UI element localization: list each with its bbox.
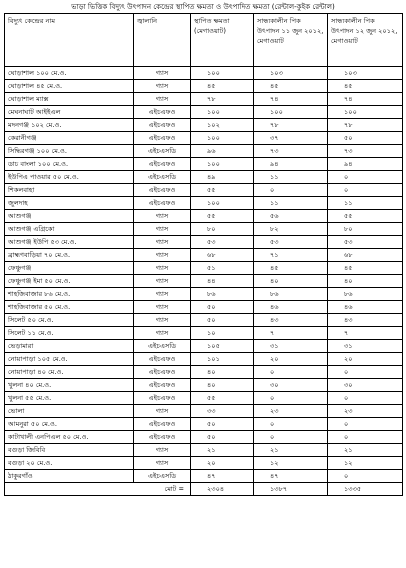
peak-11-cell: ০ xyxy=(254,184,328,197)
fuel-cell: এইচএফও xyxy=(134,106,191,119)
installed-cell: ৫০ xyxy=(191,314,254,327)
peak-11-cell: ৮২ xyxy=(254,223,328,236)
installed-cell: ৮৬ xyxy=(191,288,254,301)
peak-11-cell: ১০৩ xyxy=(254,67,328,80)
peak-12-cell: ৫৫ xyxy=(328,210,403,223)
fuel-cell: এইচএসডি xyxy=(134,145,191,158)
installed-cell: ১০০ xyxy=(191,158,254,171)
peak-12-cell: ৫৩ xyxy=(328,236,403,249)
plant-name-cell: ফেঞ্চুগঞ্জ xyxy=(5,262,134,275)
peak-11-cell: ৪৬ xyxy=(254,301,328,314)
header-installed-capacity: স্থাপিত ক্ষমতা (মেগাওয়াট) xyxy=(191,14,254,67)
peak-12-cell: ০ xyxy=(328,418,403,431)
fuel-cell: গ্যাস xyxy=(134,210,191,223)
fuel-cell: এইচএফও xyxy=(134,353,191,366)
fuel-cell: এইচএফও xyxy=(134,119,191,132)
installed-cell: ৯৬ xyxy=(191,145,254,158)
installed-cell: ৬৮ xyxy=(191,249,254,262)
fuel-cell: এইচএফও xyxy=(134,379,191,392)
peak-12-cell: ৩০ xyxy=(328,379,403,392)
peak-12-cell: ০ xyxy=(328,171,403,184)
peak-11-cell: ০ xyxy=(254,418,328,431)
installed-cell: ৪৪ xyxy=(191,275,254,288)
peak-11-cell: ৪৭ xyxy=(254,470,328,483)
header-plant-name: বিদ্যুৎ কেন্দ্রের নাম xyxy=(5,14,134,67)
plant-name-cell: ঘোড়াশাল ৪৫ মে.ও. xyxy=(5,80,134,93)
plant-name-cell: শিকলবাহা xyxy=(5,184,134,197)
fuel-cell: এইচএফও xyxy=(134,158,191,171)
peak-11-cell: ৩৭ xyxy=(254,132,328,145)
page-title: ভাড়া ভিত্তিক বিদ্যুৎ উৎপাদন কেন্দ্রের স্থাপিত ক্ষমতা ও উৎপাদিত ক্ষমতা (রেন্টাল-কুইক রেন্টাল) xyxy=(71,2,335,11)
table-row xyxy=(5,340,403,353)
peak-12-cell: ৭৩ xyxy=(328,145,403,158)
rental-power-table xyxy=(4,13,403,496)
fuel-cell: গ্যাস xyxy=(134,223,191,236)
plant-name-cell: ভেড়ামারা xyxy=(5,340,134,353)
installed-cell: ৫১ xyxy=(191,262,254,275)
installed-cell: ৫৫ xyxy=(191,184,254,197)
plant-name-cell: আমনুরা ৫০ মে.ও. xyxy=(5,418,134,431)
peak-12-cell: ০ xyxy=(328,366,403,379)
peak-12-cell: ০ xyxy=(328,392,403,405)
peak-12-cell: ৩১ xyxy=(328,340,403,353)
plant-name-cell: মেঘনাঘাট আইইএল xyxy=(5,106,134,119)
peak-12-cell: ৪৫ xyxy=(328,262,403,275)
peak-11-cell: ৪০ xyxy=(254,275,328,288)
peak-12-cell: ৪৬ xyxy=(328,301,403,314)
plant-name-cell: শাহজিবাজার ৫০ মে.ও. xyxy=(5,301,134,314)
peak-12-cell: ২১ xyxy=(328,444,403,457)
table-row xyxy=(5,418,403,431)
peak-11-cell: ১১ xyxy=(254,197,328,210)
plant-name-cell: ঘোড়াশাল ১০০ মে.ও. xyxy=(5,67,134,80)
installed-cell: ১০০ xyxy=(191,106,254,119)
peak-12-cell: ১০০ xyxy=(328,106,403,119)
table-row xyxy=(5,470,403,483)
installed-cell: ৪৫ xyxy=(191,80,254,93)
peak-11-cell: ৭৮ xyxy=(254,119,328,132)
fuel-cell: গ্যাস xyxy=(134,457,191,470)
plant-name-cell: শাহজিবাজার ৮৬ মে.ও. xyxy=(5,288,134,301)
fuel-cell: গ্যাস xyxy=(134,444,191,457)
plant-name-cell: বগুড়া জিবিবি xyxy=(5,444,134,457)
plant-name-cell: জুলদাহ xyxy=(5,197,134,210)
installed-cell: ২১ xyxy=(191,444,254,457)
installed-cell: ৮০ xyxy=(191,223,254,236)
table-row xyxy=(5,158,403,171)
table-row xyxy=(5,444,403,457)
peak-12-cell: ০ xyxy=(328,431,403,444)
peak-11-cell: ৯৪ xyxy=(254,158,328,171)
installed-cell: ১০২ xyxy=(191,119,254,132)
installed-cell: ২০ xyxy=(191,457,254,470)
table-row xyxy=(5,145,403,158)
peak-11-cell: ৫৩ xyxy=(254,236,328,249)
plant-name-cell: কেরানীগঞ্জ xyxy=(5,132,134,145)
fuel-cell: গ্যাস xyxy=(134,236,191,249)
installed-cell: ৪০ xyxy=(191,366,254,379)
plant-name-cell: নোয়াপাড়া ১০৫ মে.ও. xyxy=(5,353,134,366)
plant-name-cell: আশুগঞ্জ ইউপি ৫৩ মে.ও. xyxy=(5,236,134,249)
installed-cell: ৫০ xyxy=(191,301,254,314)
plant-name-cell: সিলেট ১১ মে.ও. xyxy=(5,327,134,340)
peak-11-cell: ৩০ xyxy=(254,379,328,392)
peak-12-cell: ১০৩ xyxy=(328,67,403,80)
fuel-cell: এইচএফও xyxy=(134,197,191,210)
peak-11-cell: ৫৬ xyxy=(254,210,328,223)
installed-cell: ৪৯ xyxy=(191,171,254,184)
table-row xyxy=(5,262,403,275)
peak-11-cell: ২০ xyxy=(254,353,328,366)
installed-cell: ১০০ xyxy=(191,132,254,145)
plant-name-cell: বগুড়া ২০ মে.ও. xyxy=(5,457,134,470)
table-row xyxy=(5,353,403,366)
peak-12-cell: ৮০ xyxy=(328,223,403,236)
installed-cell: ৪০ xyxy=(191,379,254,392)
peak-11-cell: ৪৫ xyxy=(254,80,328,93)
plant-name-cell: খুলনা ৫৫ মে.ও. xyxy=(5,392,134,405)
peak-12-cell: ৪০ xyxy=(328,275,403,288)
peak-11-cell: ০ xyxy=(254,392,328,405)
peak-11-cell: ৮৬ xyxy=(254,288,328,301)
installed-cell: ১০৫ xyxy=(191,340,254,353)
installed-cell: ১০১ xyxy=(191,353,254,366)
table-row xyxy=(5,288,403,301)
plant-name-cell: ইউপিএ পাওয়ার ৫০ মে.ও. xyxy=(5,171,134,184)
table-row xyxy=(5,379,403,392)
header-fuel: জ্বালানি xyxy=(134,14,191,67)
peak-11-cell: ৭৪ xyxy=(254,93,328,106)
plant-name-cell: ব্রাহ্মণবাড়িয়া ৭০ মে.ও. xyxy=(5,249,134,262)
peak-11-cell: ৭ xyxy=(254,327,328,340)
peak-12-cell: ২৩ xyxy=(328,405,403,418)
installed-cell: ৫৫ xyxy=(191,210,254,223)
peak-12-cell: ১২ xyxy=(328,457,403,470)
peak-12-cell: ৭ xyxy=(328,327,403,340)
table-row xyxy=(5,80,403,93)
header-peak-11-june: সান্ধ্যকালীন পিক উৎপাদন ১১ জুন ২০১২, মেগাওয়াট xyxy=(254,14,328,67)
table-row xyxy=(5,210,403,223)
table-row xyxy=(5,132,403,145)
installed-cell: ৫০ xyxy=(191,431,254,444)
table-row xyxy=(5,457,403,470)
plant-name-cell: ভোলা xyxy=(5,405,134,418)
header-peak-12-june: সান্ধ্যকালীন পিক উৎপাদন ১২ জুন ২০১২, মেগাওয়াট xyxy=(328,14,403,67)
fuel-cell: এইচএফও xyxy=(134,392,191,405)
installed-cell: ৪৭ xyxy=(191,470,254,483)
table-row xyxy=(5,119,403,132)
table-row xyxy=(5,431,403,444)
peak-12-cell: ০ xyxy=(328,184,403,197)
fuel-cell: গ্যাস xyxy=(134,314,191,327)
fuel-cell: গ্যাস xyxy=(134,288,191,301)
installed-cell: ৩৩ xyxy=(191,405,254,418)
peak-11-cell: ১১ xyxy=(254,171,328,184)
peak-12-cell: ৪৩ xyxy=(328,314,403,327)
peak-12-cell: ২০ xyxy=(328,353,403,366)
installed-cell: ৫০ xyxy=(191,418,254,431)
table-row xyxy=(5,275,403,288)
peak-12-cell: ৭৪ xyxy=(328,93,403,106)
plant-name-cell: ঘোড়াশাল ম্যাক্স xyxy=(5,93,134,106)
fuel-cell: এইচএফও xyxy=(134,132,191,145)
plant-name-cell: নোয়াপাড়া ৪০ মে.ও. xyxy=(5,366,134,379)
table-row xyxy=(5,184,403,197)
fuel-cell: এইচএসডি xyxy=(134,340,191,353)
table-row xyxy=(5,171,403,184)
fuel-cell: গ্যাস xyxy=(134,275,191,288)
total-peak-12: ১৩৩৫ xyxy=(328,483,403,496)
table-row xyxy=(5,392,403,405)
peak-12-cell: ৯৪ xyxy=(328,158,403,171)
peak-12-cell: ৪৫ xyxy=(328,80,403,93)
fuel-cell: এইচএসডি xyxy=(134,470,191,483)
peak-11-cell: ১২ xyxy=(254,457,328,470)
plant-name-cell: ফেঞ্চুগঞ্জ ইমা ৫০ মে.ও. xyxy=(5,275,134,288)
peak-11-cell: ৩১ xyxy=(254,340,328,353)
installed-cell: ১০০ xyxy=(191,197,254,210)
plant-name-cell: মদনগঞ্জ ১০২ মে.ও. xyxy=(5,119,134,132)
fuel-cell: এইচএফও xyxy=(134,418,191,431)
total-installed: ২৩০৪ xyxy=(191,483,254,496)
peak-11-cell: ৭৩ xyxy=(254,145,328,158)
table-row xyxy=(5,236,403,249)
plant-name-cell: সিদ্ধিরগঞ্জ ১০০ মে.ও. xyxy=(5,145,134,158)
fuel-cell: গ্যাস xyxy=(134,301,191,314)
fuel-cell: এইচএফও xyxy=(134,366,191,379)
table-row xyxy=(5,405,403,418)
plant-name-cell: আশুগঞ্জ এগ্রিকো xyxy=(5,223,134,236)
fuel-cell: গ্যাস xyxy=(134,262,191,275)
table-row xyxy=(5,197,403,210)
fuel-cell: গ্যাস xyxy=(134,80,191,93)
installed-cell: ৭৮ xyxy=(191,93,254,106)
peak-11-cell: ০ xyxy=(254,366,328,379)
plant-name-cell: ঠাকুরগাঁও xyxy=(5,470,134,483)
peak-12-cell: ৭৮ xyxy=(328,119,403,132)
installed-cell: ৫৫ xyxy=(191,392,254,405)
peak-12-cell: ৮৬ xyxy=(328,288,403,301)
table-row xyxy=(5,223,403,236)
fuel-cell: গ্যাস xyxy=(134,327,191,340)
plant-name-cell: আশুগঞ্জ xyxy=(5,210,134,223)
total-label: মোট = xyxy=(5,483,191,496)
fuel-cell: গ্যাস xyxy=(134,249,191,262)
peak-11-cell: ১০০ xyxy=(254,106,328,119)
peak-12-cell: ১১ xyxy=(328,197,403,210)
fuel-cell: গ্যাস xyxy=(134,405,191,418)
total-row xyxy=(5,483,403,496)
plant-name-cell: ডাচ বাংলা ১০০ মে.ও. xyxy=(5,158,134,171)
installed-cell: ১০ xyxy=(191,327,254,340)
table-row xyxy=(5,366,403,379)
table-row xyxy=(5,314,403,327)
total-peak-11: ১৩৮৭ xyxy=(254,483,328,496)
table-body xyxy=(5,67,403,496)
peak-12-cell: ০ xyxy=(328,470,403,483)
table-row xyxy=(5,106,403,119)
header-row xyxy=(5,14,403,67)
fuel-cell: গ্যাস xyxy=(134,93,191,106)
installed-cell: ১০০ xyxy=(191,67,254,80)
peak-11-cell: ৪৫ xyxy=(254,262,328,275)
table-row xyxy=(5,327,403,340)
peak-11-cell: ০ xyxy=(254,431,328,444)
fuel-cell: গ্যাস xyxy=(134,67,191,80)
installed-cell: ৫৩ xyxy=(191,236,254,249)
table-row xyxy=(5,301,403,314)
peak-12-cell: ৬৮ xyxy=(328,249,403,262)
table-row xyxy=(5,93,403,106)
peak-12-cell: ৫০ xyxy=(328,132,403,145)
peak-11-cell: ৪৩ xyxy=(254,314,328,327)
table-row xyxy=(5,249,403,262)
table-row xyxy=(5,67,403,80)
peak-11-cell: ৭১ xyxy=(254,249,328,262)
plant-name-cell: সিলেট ৫০ মে.ও. xyxy=(5,314,134,327)
fuel-cell: এইচএফও xyxy=(134,431,191,444)
fuel-cell: এইচএসডি xyxy=(134,171,191,184)
fuel-cell: এইচএফও xyxy=(134,184,191,197)
peak-11-cell: ২১ xyxy=(254,444,328,457)
peak-11-cell: ২৩ xyxy=(254,405,328,418)
plant-name-cell: খুলনা ৪০ মে.ও. xyxy=(5,379,134,392)
plant-name-cell: কাটাখালী এনপিএল ৫০ মে.ও. xyxy=(5,431,134,444)
